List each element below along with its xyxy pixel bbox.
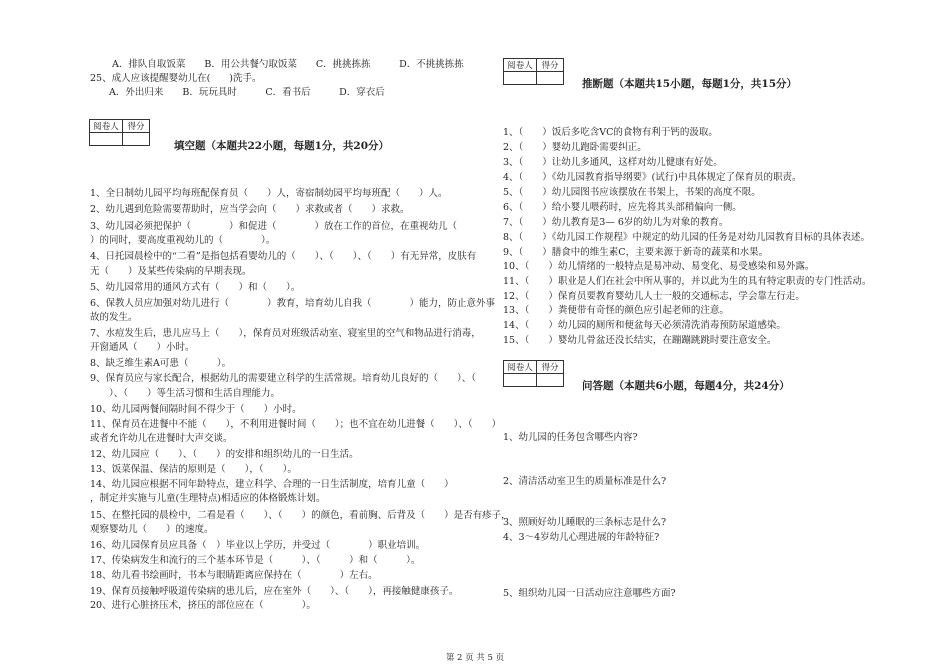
judge-line: 14、（ ）幼儿园的厕所和便盆每天必须清洗消毒预防尿道感染。 — [503, 320, 786, 331]
page-footer: 第 2 页 共 5 页 — [445, 653, 505, 663]
fill-line: 6、保教人员应加强对幼儿进行（ ）教育，培育幼儿自我（ ）能力，防止意外事 — [90, 298, 496, 309]
score-label: 得分 — [537, 361, 564, 374]
fill-line: 5、幼儿园常用的通风方式有（ ）和（ ）。 — [90, 282, 301, 293]
reviewer-cell[interactable] — [90, 133, 123, 146]
reviewer-label: 阅卷人 — [90, 120, 123, 133]
fill-line: 16、幼儿园保育员应具备（ ）毕业以上学历，并受过（ ）职业培训。 — [90, 540, 426, 551]
fill-line: 10、幼儿园两餐间隔时间不得少于（ ）小时。 — [90, 404, 302, 415]
reviewer-cell[interactable] — [504, 374, 537, 387]
fill-line: 观察婴幼儿（ ）的速度。 — [90, 524, 214, 535]
fill-line: 开窗通风（ ）小时。 — [90, 342, 195, 353]
fill-line: 11、保育员在进餐中不能（ ），不利用进餐时间（ ）；也不宜在幼儿进餐（ ）、（ ） — [90, 419, 502, 430]
score-label: 得分 — [123, 120, 150, 133]
fill-section-title: 填空题（本题共22小题，每题1分，共20分） — [174, 140, 390, 152]
fill-line: 18、幼儿看书绘画时，书本与眼睛距离应保持在（ ）左右。 — [90, 570, 378, 581]
judge-section-title: 推断题（本题共15小题，每题1分，共15分） — [582, 78, 798, 90]
judge-line: 7、（ ）幼儿教育是3— 6岁的幼儿为对象的教育。 — [503, 217, 729, 228]
q25-options: A．外出归来 B．玩玩具时 C．看书后 D．穿衣后 — [90, 87, 385, 98]
fill-line: 19、保育员接触呼吸道传染病的患儿后，应在室外（ ）、（ ），再接触健康孩子。 — [90, 586, 459, 597]
fill-line: 8、缺乏维生素A可患（ ）。 — [90, 358, 232, 369]
judge-line: 2、（ ）婴幼儿跑卧需要纠正。 — [503, 142, 647, 153]
fill-line: 15、在整托园的晨检中，二看是看（ ）、（ ）的颜色，看前胸、后背及（ ）是否有疹子， — [90, 510, 511, 521]
q24-options: A．排队自取饭菜 B．用公共餐勺取饭菜 C．挑挑拣拣 D．不挑挑拣拣 — [112, 59, 464, 70]
judge-line: 13、（ ）粪便带有奇怪的颜色应引起老师的注意。 — [503, 305, 729, 316]
qa-question: 3、照顾好幼儿睡眠的三条标志是什么? — [503, 517, 667, 528]
judge-line: 5、（ ）幼儿园图书应该摆放在书架上，书架的高度不限。 — [503, 187, 761, 198]
fill-line: 9、保育员应与家长配合，根据幼儿的需要建立科学的生活常规。培育幼儿良好的（ ）、（ — [90, 373, 477, 384]
fill-line: 或者允许幼儿在进餐时大声交谈。 — [90, 433, 233, 444]
score-cell[interactable] — [123, 133, 150, 146]
fill-line: 14、幼儿园应根据不同年龄特点，建立科学、合理的一日生活制度，培育儿童（ ） — [90, 479, 454, 490]
judge-score-box — [503, 58, 564, 85]
judge-line: 8、（ ）《幼儿园工作规程》中规定的幼儿园的任务是对幼儿园教育目标的具体表述。 — [503, 232, 871, 243]
qa-question: 4、3～4岁幼儿心理进展的年龄特征? — [503, 532, 660, 543]
reviewer-label: 阅卷人 — [504, 59, 537, 72]
fill-line: 3、幼儿园必须把保护（ ）和促进（ ）放在工作的首位，在重视幼儿（ — [90, 221, 477, 232]
q25-stem: 25、成人应该提醒婴幼儿在( )洗手。 — [90, 73, 262, 84]
fill-line: ）、（ ）等生活习惯和生活自理能力。 — [90, 388, 281, 399]
fill-score-box — [89, 119, 150, 146]
fill-line: 故的发生。 — [90, 312, 138, 323]
qa-question: 2、清洁活动室卫生的质量标准是什么? — [503, 476, 667, 487]
judge-line: 4、（ ）《幼儿园教育指导纲要》(试行)中具体规定了保育员的职责。 — [503, 172, 802, 183]
qa-section-title: 问答题（本题共6小题，每题4分，共24分） — [582, 380, 790, 392]
fill-line: ）的同时，要高度重视幼儿的（ ）。 — [90, 235, 276, 246]
fill-line: ，制定并实施与儿童(生理特点)相适应的体格锻炼计划。 — [90, 493, 326, 504]
judge-line: 11、（ ）职业是人们在社会中所从事的，并以此为生的具有特定职责的专门性活动。 — [503, 276, 872, 287]
judge-line: 12、（ ）保育员要教育婴幼儿人士一般的交通标志，学会靠左行走。 — [503, 291, 805, 302]
score-label: 得分 — [537, 59, 564, 72]
judge-line: 15、（ ）婴幼儿骨盆还没长结实，在蹦蹦跳跳时要注意安全。 — [503, 335, 777, 346]
judge-line: 1、（ ）饭后多吃含VC的食物有利于钙的汲取。 — [503, 127, 718, 138]
judge-line: 10、（ ）幼儿情绪的一般特点是易冲动、易变化、易受感染和易外露。 — [503, 261, 815, 272]
qa-score-box — [503, 360, 564, 387]
fill-line: 12、幼儿园应（ ）、（ ）的安排和组织幼儿的一日生活。 — [90, 449, 359, 460]
judge-line: 9、（ ）膳食中的维生素C，主要来源于新奇的蔬菜和水果。 — [503, 247, 769, 258]
fill-line: 20、进行心脏挤压术，挤压的部位应在（ ）。 — [90, 600, 316, 611]
judge-line: 3、（ ）让幼儿多通风，这样对幼儿健康有好处。 — [503, 157, 723, 168]
judge-line: 6、（ ）给小婴儿喂药时，应先将其头部稍偏向一侧。 — [503, 202, 742, 213]
fill-line: 7、水痘发生后，患儿应马上（ ），保育员对班级活动室、寝室里的空气和物品进行消毒， — [90, 328, 481, 339]
fill-line: 2、幼儿遇到危险需要帮助时，应当学会向（ ）求救或者（ ）求救。 — [90, 204, 410, 215]
score-cell[interactable] — [537, 72, 564, 85]
score-cell[interactable] — [537, 374, 564, 387]
reviewer-cell[interactable] — [504, 72, 537, 85]
fill-line: 4、日托园晨检中的“二看”是指包括看婴幼儿的（ ）、（ ）、（ ）有无异常，皮肤有 — [90, 251, 477, 262]
fill-line: 无（ ）及某些传染病的早期表现。 — [90, 266, 252, 277]
qa-question: 5、组织幼儿园一日活动应注意哪些方面? — [503, 588, 676, 599]
reviewer-label: 阅卷人 — [504, 361, 537, 374]
fill-line: 17、传染病发生和流行的三个基本环节是（ ）、（ ）和（ ）。 — [90, 555, 421, 566]
fill-line: 1、全日制幼儿园平均每班配保育员（ ）人，寄宿制幼园平均每班配（ ）人。 — [90, 188, 448, 199]
qa-question: 1、幼儿园的任务包含哪些内容? — [503, 432, 638, 443]
fill-line: 13、饭菜保温、保洁的原则是（ ），（ ）。 — [90, 464, 297, 475]
